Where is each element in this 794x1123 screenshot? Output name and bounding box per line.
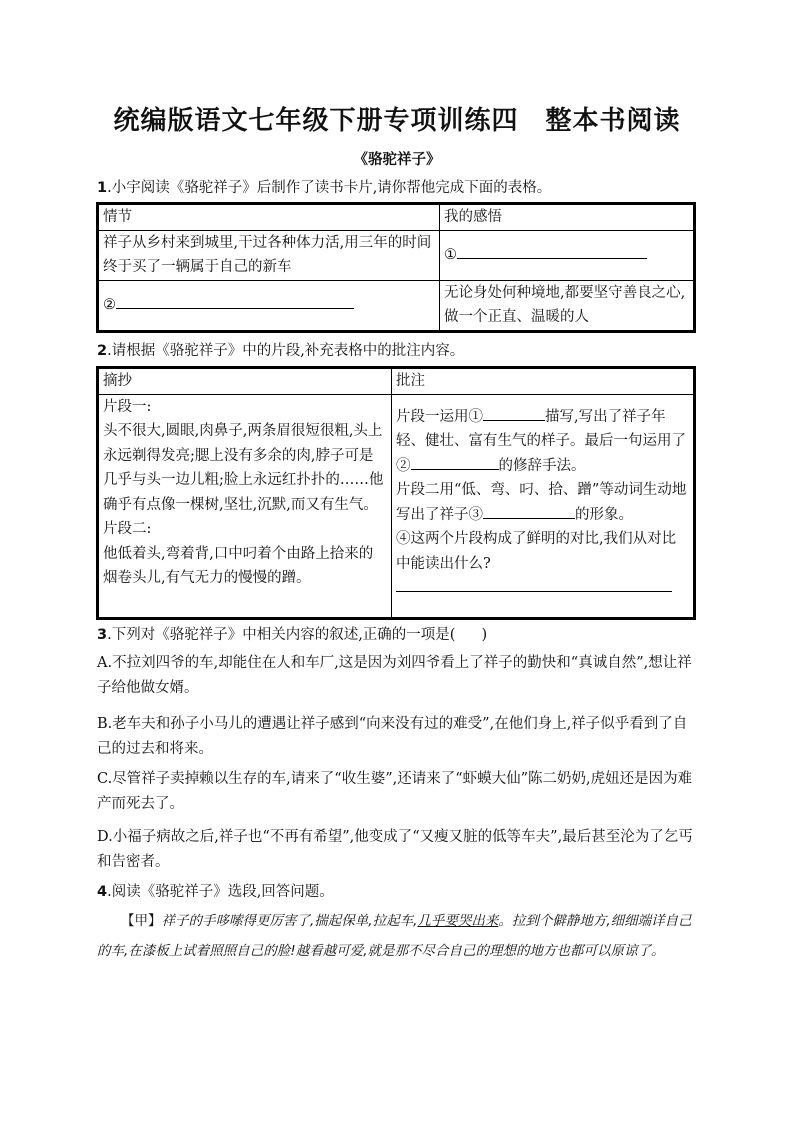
excerpt-cell (98, 394, 392, 618)
passage-text: 。拉到个僻静地方,细细端详自己的车,在漆板上试着照照自己的脸!越看越可爱,就是那不尽合自己的理想的地方也都可以原谅了。 (97, 913, 692, 959)
plot-cell: 祥子从乡村来到城里,干过各种体力活,用三年的时间终于买了一辆属于自己的新车 (98, 230, 440, 280)
table-header-feeling: 我的感悟 (440, 204, 695, 231)
passage-label: 【甲】 (121, 913, 162, 929)
excerpt-2-label: 片段二: (103, 521, 152, 537)
blank-label: ② (103, 296, 116, 313)
table-header-note: 批注 (392, 368, 695, 395)
answer-blank-4[interactable] (411, 455, 499, 470)
reading-passage (97, 906, 697, 966)
book-title: 《骆驼祥子》 (353, 151, 441, 168)
question-text: .下列对《骆驼祥子》中相关内容的叙述,正确的一项是( (107, 627, 456, 643)
note-c: ④这两个片段构成了鲜明的对比,我们从对比中能读出什么? (396, 531, 677, 572)
excerpt-1-text: 头不很大,圆眼,肉鼻子,两条眉很短很粗,头上永远剃得发亮;腮上没有多余的肉,脖子可是几乎与头一边儿粗;脸上永远红扑扑的……他确乎有点像一棵树,坚壮,沉默,而又有生气。 (103, 423, 384, 513)
note-b (396, 478, 689, 527)
answer-blank-3[interactable] (483, 406, 545, 421)
question-number: 1 (97, 180, 108, 196)
question-text: .阅读《骆驼祥子》选段,回答问题。 (107, 884, 334, 900)
option-d: D.小福子病故之后,祥子也“不再有希望”,他变成了“又瘦又脏的低等车夫”,最后甚至沦为了乞丐和告密者。 (97, 829, 693, 870)
passage-text: 祥子的手哆嗦得更厉害了,揣起保单,拉起车, (161, 913, 418, 929)
question-text: .小宇阅读《骆驼祥子》后制作了读书卡片,请你帮他完成下面的表格。 (107, 180, 552, 196)
table-header-plot: 情节 (98, 204, 440, 231)
underlined-phrase: 几乎要哭出来 (417, 913, 499, 929)
answer-blank-2[interactable] (116, 294, 354, 309)
answer-line-wrap (396, 576, 689, 602)
question-3 (97, 623, 487, 647)
reading-card-table (96, 202, 696, 333)
table-header-excerpt: 摘抄 (98, 368, 392, 395)
note-a (396, 405, 689, 479)
question-2 (97, 339, 464, 363)
note-text: 片段二用“低、弯、叼、拾、蹭”等动词生动地写出了祥子③ (396, 482, 687, 523)
question-text: ) (481, 627, 488, 643)
question-number: 2 (97, 343, 108, 359)
excerpt-1-label: 片段一: (103, 398, 152, 415)
page-title: 统编版语文七年级下册专项训练四 整本书阅读 (113, 106, 681, 136)
question-number: 3 (97, 627, 108, 643)
answer-blank-5[interactable] (483, 504, 575, 519)
note-cell (392, 394, 695, 618)
option-c: C.尽管祥子卖掉赖以生存的车,请来了“收生婆”,还请来了“虾蟆大仙”陈二奶奶,虎妞还是因为难产而死去了。 (97, 771, 693, 812)
answer-blank-1[interactable] (457, 244, 647, 259)
feeling-cell (440, 230, 695, 280)
question-4 (97, 880, 334, 904)
question-number: 4 (97, 884, 108, 900)
feeling-cell: 无论身处何种境地,都要坚守善良之心,做一个正直、温暖的人 (440, 280, 695, 331)
question-text: .请根据《骆驼祥子》中的片段,补充表格中的批注内容。 (107, 343, 465, 359)
option-a: A.不拉刘四爷的车,却能住在人和车厂,这是因为刘四爷看上了祥子的勤快和“真诚自然”,想让祥子给他做女婿。 (97, 655, 692, 696)
question-1 (97, 176, 551, 200)
option-b: B.老车夫和孙子小马儿的遭遇让祥子感到“向来没有过的难受”,在他们身上,祥子似乎看到了自己的过去和将来。 (97, 716, 688, 757)
note-text: 的修辞手法。 (498, 457, 586, 474)
note-text: 的形象。 (575, 506, 633, 523)
note-text: 片段一运用① (396, 408, 483, 425)
blank-label: ① (444, 246, 457, 263)
annotation-table (96, 366, 696, 620)
answer-blank-6[interactable] (396, 577, 672, 592)
note-text: 描写,写出了祥子年轻、健壮、富有生气的样子。最后一句运用了② (396, 408, 686, 474)
excerpt-2-text: 他低着头,弯着背,口中叼着个由路上拾来的烟卷头儿,有气无力的慢慢的蹭。 (103, 545, 374, 586)
plot-cell (98, 280, 440, 331)
